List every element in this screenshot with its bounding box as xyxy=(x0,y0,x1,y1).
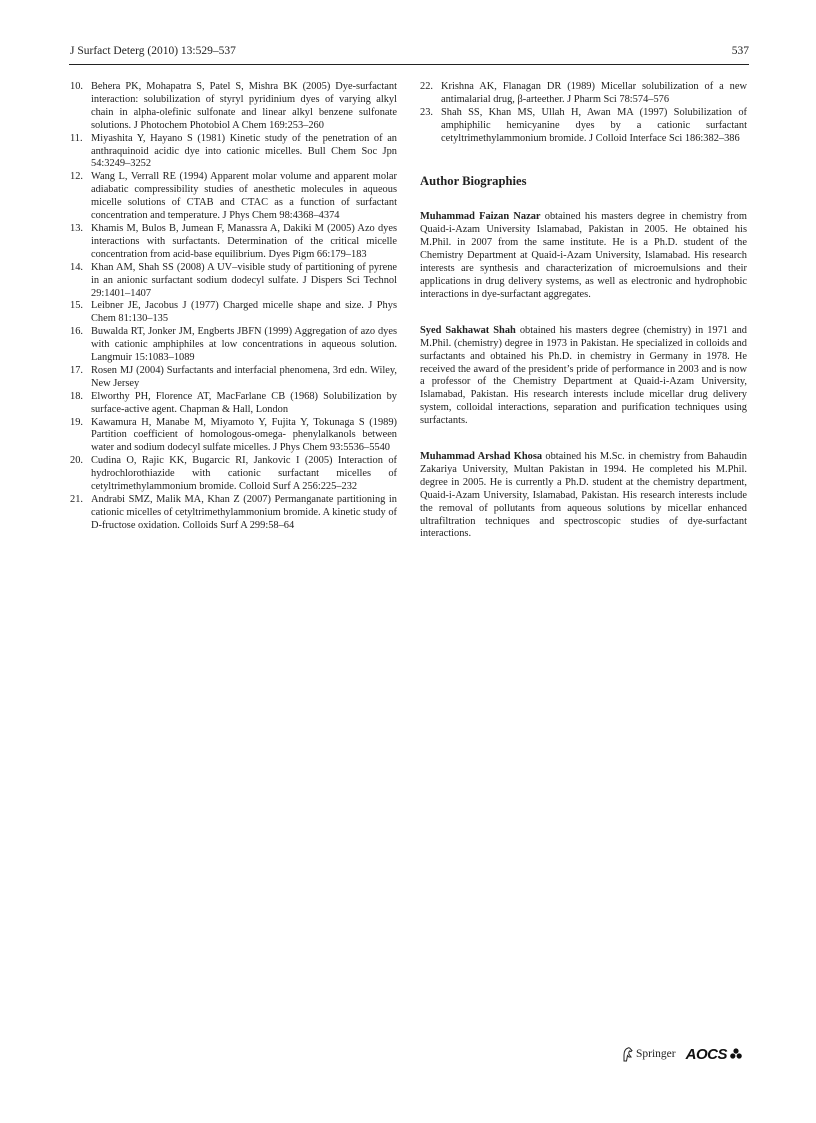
reference-item: 18. Elworthy PH, Florence AT, MacFarlane CB (1968) Solubilization by surface-active agent. Chapman & Hall, London xyxy=(70,390,397,415)
journal-citation: J Surfact Deterg (2010) 13:529–537 xyxy=(70,45,236,57)
reference-item: 23. Shah SS, Khan MS, Ullah H, Awan MA (1997) Solubilization of amphiphilic hemicyanine dyes by a cationic surfactant cetyltrimethylammonium bromide. J Colloid Interface Sci 186:382–386 xyxy=(420,106,747,144)
aocs-label: AOCS xyxy=(685,1045,727,1063)
author-name: Muhammad Faizan Nazar xyxy=(420,211,541,223)
author-biography xyxy=(420,325,747,428)
reference-item: 16. Buwalda RT, Jonker JM, Engberts JBFN (1999) Aggregation of azo dyes with cationic amphiphiles at low concentrations in aqueous solution. Langmuir 15:1083–1089 xyxy=(70,326,397,364)
author-biography xyxy=(420,451,747,541)
reference-item: 14. Khan AM, Shah SS (2008) A UV–visible study of partitioning of pyrene in an anionic surfactant sodium dodecyl sulfate. J Dispers Sci Technol 29:1401–1407 xyxy=(70,261,397,299)
reference-item: 11. Miyashita Y, Hayano S (1981) Kinetic study of the penetration of an anthraquinoid acidic dye into cationic micelles. Bull Chem Soc Jpn 54:3249–3252 xyxy=(70,132,397,170)
springer-label: Springer xyxy=(636,1048,676,1060)
reference-item: 19. Kawamura H, Manabe M, Miyamoto Y, Fujita Y, Tokunaga S (1989) Partition coefficient of homologous-omega- phenylalkanols between water and sodium dodecyl sulfate micelles. J Phys Chem 93:5536–5540 xyxy=(70,416,397,454)
springer-horse-icon xyxy=(621,1046,633,1062)
reference-item: 20. Cudina O, Rajic KK, Bugarcic RI, Jankovic I (2005) Interaction of hydrochlorothiazide with cationic surfactant micelles of cetyltrimethylammonium bromide. Colloid Surf A 256:225–232 xyxy=(70,455,397,493)
springer-logo xyxy=(621,1046,676,1062)
biography-text: obtained his masters degree in chemistry from Quaid-i-Azam University Islamabad, Pakistan in 2005. He obtained his M.Phil. in 2007 from the same institute. He is a Ph.D. student of the Chemistry Department at Quaid-i-Azam University, Islamabad. His research interests are synthesis and characterization of microemulsions and their applications in drug delivery systems, as well as electronic and hydrophobic interactions in dye-surfactant aggregates. xyxy=(420,211,747,300)
section-title: Author Biographies xyxy=(420,173,527,188)
aocs-emblem-icon xyxy=(729,1047,743,1061)
reference-item: 15. Leibner JE, Jacobus J (1977) Charged micelle shape and size. J Phys Chem 81:130–135 xyxy=(70,300,397,325)
right-column xyxy=(420,81,747,564)
reference-item: 21. Andrabi SMZ, Malik MA, Khan Z (2007) Permanganate partitioning in cationic micelles of cetyltrimethylammonium bromide. A kinetic study of D-fructose oxidation. Colloids Surf A 299:58–64 xyxy=(70,494,397,531)
reference-item: 12. Wang L, Verrall RE (1994) Apparent molar volume and apparent molar adiabatic compressibility studies of anesthetic molecules in aqueous micelle solutions of CTAB and CTAC as a function of surfactant concentration and temperature. J Phys Chem 98:4368–4374 xyxy=(70,171,397,222)
reference-item: 22. Krishna AK, Flanagan DR (1989) Micellar solubilization of a new antimalarial drug, β-arteether. J Pharm Sci 78:574–576 xyxy=(420,81,747,105)
author-name: Muhammad Arshad Khosa xyxy=(420,451,543,463)
references-left-column xyxy=(70,81,397,533)
page-footer xyxy=(621,1044,743,1064)
biography-text: obtained his masters degree (chemistry) in 1971 and M.Phil. (chemistry) degree in 1973 in Pakistan. He specialized in colloids and surfactants and obtained his Ph.D. in chemistry in Germany in 1978. He received the award of the president’s pride of performance in 2003 and is now a professor of the Chemistry Department at Quaid-i-Azam University, Islamabad, Pakistan. His research interests include micellar drug delivery system, colloidal interactions, separation and purification techniques using surfactants. xyxy=(420,324,747,427)
reference-item: 17. Rosen MJ (2004) Surfactants and interfacial phenomena, 3rd edn. Wiley, New Jersey xyxy=(70,364,397,389)
author-biography xyxy=(420,211,747,301)
reference-item: 13. Khamis M, Bulos B, Jumean F, Manassra A, Dakiki M (2005) Azo dyes interactions with surfactants. Determination of the critical micelle concentration from acid-base equilibrium. Dyes Pigm 66:179–183 xyxy=(70,222,397,260)
header-rule xyxy=(69,64,749,65)
reference-item: 10. Behera PK, Mohapatra S, Patel S, Mishra BK (2005) Dye-surfactant interaction: solubilization of styryl pyridinium dyes of varying alkyl chain in alpha-olefinic sulfonate and linear alkyl benzene sulfonate solutions. J Photochem Photobiol A Chem 169:253–260 xyxy=(70,81,397,131)
running-header xyxy=(70,45,749,63)
aocs-logo xyxy=(686,1046,743,1063)
biography-text: obtained his M.Sc. in chemistry from Bahaudin Zakariya University, Multan Pakistan in 1994. He completed his M.Phil. degree in 2005. He is currently a Ph.D. student at the chemistry department, Quaid-i-Azam University, Islamabad, Pakistan. His research interests include the removal of pollutants from aqueous solutions by micellar enhanced ultrafiltration techniques and spectroscopic studies of dye-surfactant interactions. xyxy=(420,451,747,540)
page-number: 537 xyxy=(731,45,749,57)
author-name: Syed Sakhawat Shah xyxy=(420,324,516,336)
